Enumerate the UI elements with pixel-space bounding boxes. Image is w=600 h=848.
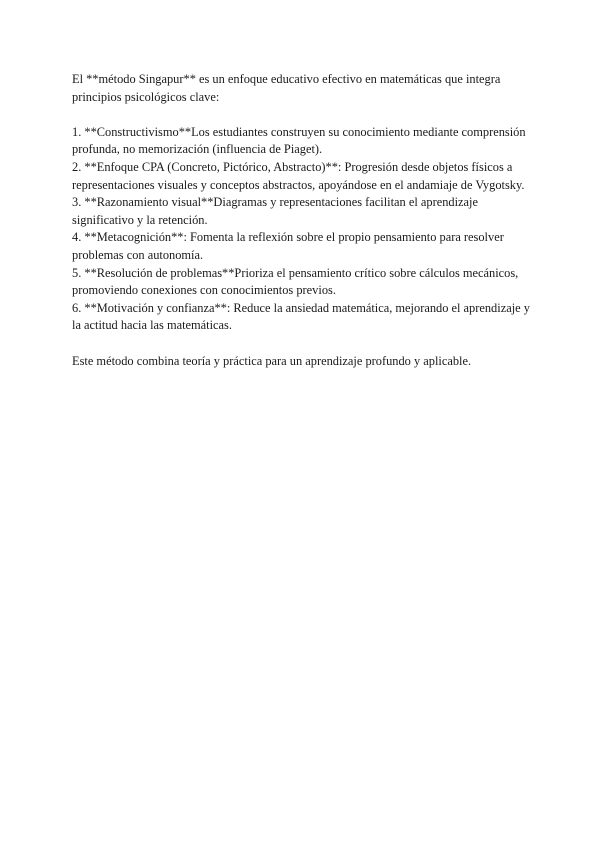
- list-item-1: 1. **Constructivismo**Los estudiantes construyen su conocimiento mediante comprensión profunda, no memorización (influencia de Piaget).: [72, 124, 526, 157]
- paragraph-spacer: [72, 106, 530, 124]
- conclusion-paragraph: Este método combina teoría y práctica para un aprendizaje profundo y aplicable.: [72, 353, 472, 368]
- list-item-2: 2. **Enfoque CPA (Concreto, Pictórico, Abstracto)**: Progresión desde objetos físicos a representaciones visuales y conceptos abstractos, apoyándose en el andamiaje de Vygotsky.: [72, 159, 525, 192]
- list-item-6: 6. **Motivación y confianza**: Reduce la ansiedad matemática, mejorando el aprendizaje y la actitud hacia las matemáticas.: [72, 300, 530, 333]
- list-item-4: 4. **Metacognición**: Fomenta la reflexión sobre el propio pensamiento para resolver problemas con autonomía.: [72, 230, 504, 262]
- list-item-3: 3. **Razonamiento visual**Diagramas y representaciones facilitan el aprendizaje significativo y la retención.: [72, 195, 478, 227]
- intro-paragraph: El **método Singapur** es un enfoque educativo efectivo en matemáticas que integra principios psicológicos clave:: [72, 72, 501, 104]
- paragraph-spacer: [72, 335, 530, 353]
- list-item-5: 5. **Resolución de problemas**Prioriza el pensamiento crítico sobre cálculos mecánicos, promoviendo conexiones con conocimientos previos.: [72, 265, 519, 298]
- document-body: [72, 71, 530, 370]
